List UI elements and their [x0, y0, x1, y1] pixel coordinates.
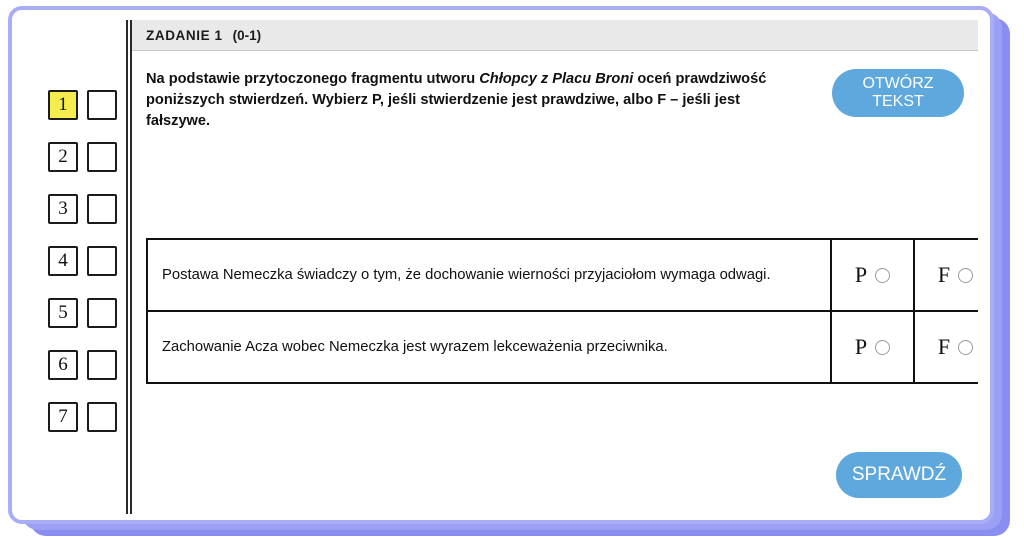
option-letter-f-2: F — [937, 334, 951, 359]
task-points: (0-1) — [232, 27, 262, 43]
radio-f-1[interactable] — [958, 268, 973, 283]
radio-f-2[interactable] — [958, 340, 973, 355]
statements-table — [146, 238, 978, 384]
radio-p-2[interactable] — [875, 340, 890, 355]
table-row — [148, 312, 978, 382]
nav-status-box-4[interactable] — [87, 246, 117, 276]
statement-1-option-true[interactable] — [830, 240, 913, 310]
statement-2-option-false[interactable] — [913, 312, 978, 382]
check-button[interactable]: SPRAWDŹ — [836, 452, 962, 498]
nav-number-1[interactable]: 1 — [48, 90, 78, 120]
open-text-button[interactable] — [832, 69, 964, 117]
nav-item-6[interactable] — [48, 350, 126, 380]
nav-number-4[interactable]: 4 — [48, 246, 78, 276]
nav-number-3[interactable]: 3 — [48, 194, 78, 224]
question-navigation — [24, 20, 128, 514]
instruction-work-title: Chłopcy z Placu Broni — [479, 71, 634, 87]
statement-1-option-false[interactable] — [913, 240, 978, 310]
task-panel — [130, 20, 978, 514]
nav-number-7[interactable]: 7 — [48, 402, 78, 432]
statement-2-option-true[interactable] — [830, 312, 913, 382]
instruction-block — [132, 51, 978, 132]
nav-number-2[interactable]: 2 — [48, 142, 78, 172]
nav-item-7[interactable] — [48, 402, 126, 432]
statement-text-2: Zachowanie Acza wobec Nemeczka jest wyrazem lekceważenia przeciwnika. — [162, 338, 668, 355]
option-letter-f-1: F — [937, 262, 951, 287]
table-row — [148, 240, 978, 312]
nav-item-2[interactable] — [48, 142, 126, 172]
nav-number-6[interactable]: 6 — [48, 350, 78, 380]
nav-status-box-7[interactable] — [87, 402, 117, 432]
option-letter-p-1: P — [854, 262, 868, 287]
exercise-card — [8, 6, 994, 524]
option-letter-p-2: P — [854, 334, 868, 359]
nav-status-box-6[interactable] — [87, 350, 117, 380]
open-text-button-line1: OTWÓRZ — [862, 74, 934, 92]
nav-status-box-1[interactable] — [87, 90, 117, 120]
statement-text-1: Postawa Nemeczka świadczy o tym, że dochowanie wierności przyjaciołom wymaga odwagi. — [162, 266, 771, 283]
radio-p-1[interactable] — [875, 268, 890, 283]
task-header — [132, 20, 978, 51]
nav-status-box-5[interactable] — [87, 298, 117, 328]
instruction-part-2: oceń prawdziwość poniższych stwierdzeń. Wybierz P, jeśli stwierdzenie jest prawdziwe, albo F – jeśli jest fałszywe. — [146, 71, 767, 130]
open-text-button-line2: TEKST — [872, 93, 924, 110]
task-title: ZADANIE 1 — [146, 27, 223, 43]
nav-item-5[interactable] — [48, 298, 126, 328]
nav-status-box-2[interactable] — [87, 142, 117, 172]
nav-item-3[interactable] — [48, 194, 126, 224]
instruction-text — [146, 69, 778, 132]
instruction-part-1: Na podstawie przytoczonego fragmentu utworu — [146, 71, 480, 87]
nav-item-4[interactable] — [48, 246, 126, 276]
nav-item-1[interactable] — [48, 90, 126, 120]
nav-status-box-3[interactable] — [87, 194, 117, 224]
nav-number-5[interactable]: 5 — [48, 298, 78, 328]
